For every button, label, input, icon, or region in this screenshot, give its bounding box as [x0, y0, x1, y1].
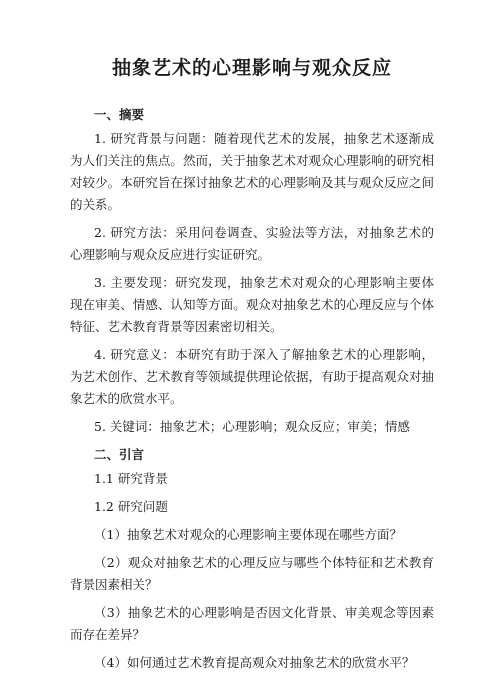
abstract-paragraph-3: 3. 主要发现：研究发现，抽象艺术对观众的心理影响主要体现在审美、情感、认知等方面。观众对抽象艺术的心理反应与个体特征、艺术教育背景等因素密切相关。 — [70, 275, 434, 334]
section-heading-introduction: 二、引言 — [94, 447, 145, 462]
document-title: 抽象艺术的心理影响与观众反应 — [111, 57, 392, 79]
abstract-paragraph-2: 2. 研究方法：采用问卷调查、实验法等方法，对抽象艺术的心理影响与观众反应进行实证研究。 — [70, 225, 434, 262]
research-question-1: （1）抽象艺术对观众的心理影响主要体现在哪些方面？ — [94, 527, 402, 542]
abstract-paragraph-4: 4. 研究意义：本研究有助于深入了解抽象艺术的心理影响，为艺术创作、艺术教育等领域提供理论依据，有助于提高观众对抽象艺术的欣赏水平。 — [70, 347, 434, 406]
subsection-research-questions: 1.2 研究问题 — [94, 499, 168, 514]
research-question-3: （3）抽象艺术的心理影响是否因文化背景、审美观念等因素而存在差异？ — [70, 605, 434, 642]
abstract-paragraph-1: 1. 研究背景与问题：随着现代艺术的发展，抽象艺术逐渐成为人们关注的焦点。然而，关于抽象艺术对观众心理影响的研究相对较少。本研究旨在探讨抽象艺术的心理影响及其与观众反应之间的关系。 — [70, 131, 434, 212]
research-question-2: （2）观众对抽象艺术的心理反应与哪些个体特征和艺术教育背景因素相关？ — [70, 555, 434, 592]
section-heading-abstract: 一、摘要 — [94, 107, 145, 122]
abstract-keywords: 5. 关键词：抽象艺术；心理影响；观众反应；审美；情感 — [94, 419, 410, 434]
subsection-research-background: 1.1 研究背景 — [94, 471, 168, 486]
research-question-4: （4）如何通过艺术教育提高观众对抽象艺术的欣赏水平？ — [94, 655, 415, 670]
